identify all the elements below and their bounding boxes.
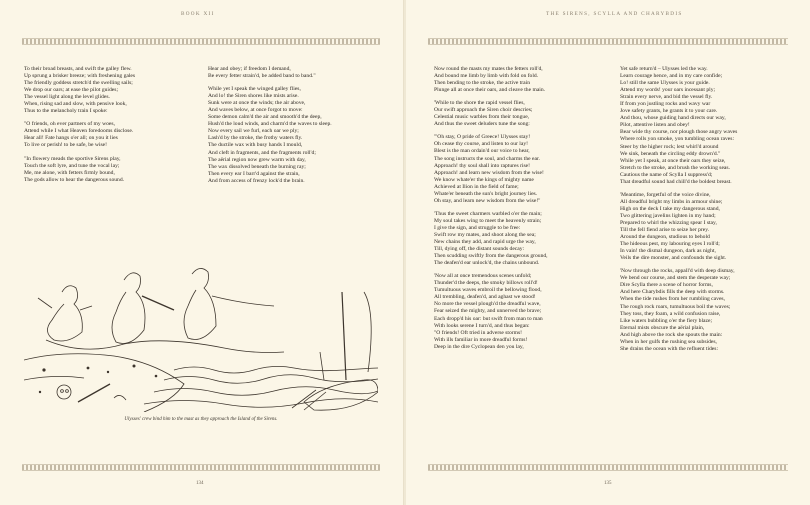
stanza [208,86,332,185]
verse-line: That dreadful sound had chill'd the boldest breast. [620,178,732,185]
verse-line: Till the fell fiend arise to seize her prey. [620,227,710,234]
verse-line: No more the vessel plough'd the dreadful wave, [434,301,541,308]
verse-line: The song instructs the soul, and charms the ear. [434,155,540,162]
verse-line: To their broad breasts, and swift the galley flew. [24,66,132,72]
verse-line: Bear wide thy course, nor plough those angry waves [620,129,738,136]
verse-line: We know whate'er the kings of mighty name [434,176,534,183]
verse-line: We bend our course, and stem the desperate way; [620,275,731,282]
verse-line: Jove safety grants, he grants it to your care. [620,108,718,115]
verse-line: Two glittering javelins lighten in my hand; [620,212,716,219]
verse-line: And waves below, at once forgot to move: [208,107,303,114]
verse-line: Now every sail we furl, each oar we ply; [208,128,299,135]
verse-line: Yet safe return'd – Ulysses led the way. [620,66,708,72]
stanza [434,273,548,351]
verse-line: Dire Scylla there a scene of horror forms, [620,282,713,289]
verse-line: Each dropp'd his oar: but swift from man to man [434,315,543,322]
verse-line: "In flowery meads the sportive Sirens play, [24,155,121,162]
running-head-right: THE SIRENS, SCYLLA AND CHARYBDIS [546,11,683,17]
verse-line: Learn courage hence, and in my care confide; [620,73,723,80]
verse-line: The aërial region now grew warm with day, [208,156,306,163]
stanza [434,66,548,94]
page-number-right: 135 [604,481,612,486]
verse-line: And high above the rock she spouts the main: [620,331,723,338]
illustration-caption: Ulysses' crew bind him to the mast as they approach the Island of the Sirens. [124,417,278,422]
verse-line: Approach! thy soul shall into raptures rise! [434,162,531,169]
verse-line: Around the dungeon, studious to behold [620,234,710,241]
page-number-left: 134 [196,481,204,486]
verse-line: Deep in the dire Cyclopean den you lay, [434,343,524,350]
verse-line: Veils the dire monster, and confounds the sight. [620,255,727,262]
stanza [434,100,548,128]
verse-line: Up sprung a brisker breeze; with freshening gales [24,73,136,80]
stanza [620,268,737,353]
verse-line: And thou, whose guiding hand directs our way, [620,115,726,122]
verse-line: Then every ear I barr'd against the strain, [208,170,300,177]
verse-line: When, rising sad and slow, with pensive look, [24,101,127,108]
verse-line: Celestial music warbles from their tongue, [434,114,530,121]
verse-line: We drop our oars; at ease the pilot guides; [24,87,118,94]
verse-line: Prepared to whirl the whizzing spear I stay, [620,219,717,226]
verse-line: Now round the masts my mates the fetters roll'd, [434,66,543,72]
stanza [24,156,135,184]
verse-line: And here Charybdis fills the deep with storms. [620,289,725,296]
verse-line: New chains they add, and rapid urge the way, [434,239,536,246]
verse-line: High on the deck I take my dangerous stand, [620,205,720,212]
verse-line: Then scudding swiftly from the dangerous ground, [434,253,548,260]
verse-line: And from access of frenzy lock'd the brain. [208,177,305,184]
verse-line: Achieved at Ilion in the field of fame; [434,183,519,190]
verse-line: We sink, beneath the circling eddy drown'd." [620,150,721,157]
verse-line: When the tide rushes from her rumbling caves, [620,296,726,303]
verse-line: 'Now all at once tremendous scenes unfold; [434,273,532,280]
verse-line: While yet I speak the winged galley flies, [208,86,301,93]
verse-line: When in her gulfs the rushing sea subsides, [620,338,717,345]
verse-line: Tumultuous waves embroil the bellowing flood, [434,287,542,294]
ornament-band-top-left [22,38,380,45]
verse-line: Lash'd by the stroke, the frothy waters fly. [208,135,303,142]
verse-line: The friendly goddess stretch'd the swelling sails; [24,80,133,87]
verse-line: Fear seized the mighty, and unnerved the brave; [434,308,542,315]
ornament-band-bottom-left [22,464,380,471]
verse-line: 'While to the shore the rapid vessel flies, [434,100,525,107]
left-page [0,0,404,505]
ornament-band-bottom-right [428,464,788,471]
left-column-1 [24,66,135,190]
verse-line: Blest is the man ordain'd our voice to hear, [434,148,530,155]
verse-line: Plunge all at once their oars, and cleave the main. [434,87,546,94]
verse-line: And bound me limb by limb with fold on fold. [434,73,539,80]
verse-line: Swift row my mates, and shoot along the sea; [434,231,536,238]
verse-line: Where rolls yon smoke, yon tumbling ocean raves: [620,136,735,143]
verse-line: Hear all! Fate hangs o'er all; on you it lies [24,135,118,142]
stanza [24,66,135,115]
verse-line: Sunk were at once the winds; the air above, [208,100,306,107]
verse-line: Attend my words! your oars incessant ply; [620,87,716,94]
verse-line: Attend while I what Heaven foredooms disclose. [24,128,134,135]
verse-line: 'Thus the sweet charmers warbled o'er the main; [434,210,542,217]
verse-line: Our swift approach the Siren choir descries; [434,107,533,114]
ornament-band-top-right [428,38,788,45]
running-head-left: BOOK XII [181,11,215,17]
verse-line: Thus to the melancholy train I spoke: [24,108,108,115]
stanza [620,192,737,262]
verse-line: She drains the ocean with the refluent tides: [620,345,719,352]
verse-line: Stretch to the stroke, and brush the working seas. [620,164,730,171]
verse-line: All dreadful bright my limbs in armour shine; [620,198,723,205]
verse-line: Lo! still the same Ulysses is your guide. [620,80,710,87]
verse-line: 'Now through the rocks, appall'd with deep dismay, [620,268,735,275]
verse-line: Approach! and learn new wisdom from the wise! [434,169,544,176]
stanza [24,121,135,149]
verse-line: "O friends! Oft tried in adverse storms! [434,329,523,336]
verse-line: Thunder'd the deeps, the smoky billows roll'd! [434,280,538,287]
verse-line: The rough rock roars, tumultuous boil the waves; [620,303,731,310]
verse-line: And cleft in fragments, and the fragments roll'd; [208,149,316,156]
verse-line: If from yon justling rocks and wavy war [620,101,711,108]
stanza [434,211,548,267]
verse-line: "O friends, oh ever partners of my woes, [24,121,115,128]
verse-line: To live or perish! to be safe, be wise! [24,142,108,149]
verse-line: Cautious the name of Scylla I suppress'd; [620,171,713,178]
verse-line: Hush'd the loud winds, and charm'd the waves to sleep. [208,121,332,128]
right-column-1 [434,66,548,357]
left-column-2 [208,66,332,191]
verse-line: Till, dying off, the distant sounds decay: [434,246,525,253]
verse-line: All trembling, deafen'd, and aghast we stood! [434,294,536,301]
verse-line: Touch the soft lyre, and tune the vocal lay; [24,162,120,169]
verse-line: With ills familiar in more dreadful forms! [434,336,528,343]
verse-line: Pilot, attentive listen and obey! [620,122,690,129]
verse-line: The wax dissolved beneath the burning ray; [208,163,306,170]
verse-line: Then bending to the stroke, the active train [434,80,530,87]
verse-line: Oh cease thy course, and listen to our lay! [434,141,528,148]
verse-line: 'Meantime, forgetful of the voice divine, [620,191,711,198]
verse-line: With looks serene I turn'd, and thus began: [434,322,530,329]
verse-line: The ductile wax with busy hands I mould, [208,142,303,149]
verse-line: Steer by the higher rock; lest whirl'd around [620,143,719,150]
verse-line: Like waters bubbling o'er the fiery blaze; [620,317,713,324]
right-column-2 [620,66,737,359]
stanza [434,134,548,204]
verse-line: The vessel light along the level glides. [24,94,110,101]
verse-line: Strain every nerve, and bid the vessel fly. [620,94,713,101]
right-page [406,0,810,505]
verse-line: My soul takes wing to meet the heavenly strain; [434,217,542,224]
verse-line: And thus the sweet deluders tune the song: [434,121,530,128]
verse-line: They toss, they foam, a wild confusion raise, [620,310,721,317]
sirens-illustration [24,252,378,412]
verse-line: "'Oh stay, O pride of Greece! Ulysses stay! [434,134,531,141]
verse-line: Oh stay, and learn new wisdom from the wise!" [434,197,541,204]
verse-line: The gods allow to hear the dangerous sound. [24,176,125,183]
verse-line: The deafen'd ear unlock'd, the chains unbound. [434,260,540,267]
verse-line: While yet I speak, at once their oars they seize, [620,157,726,164]
verse-line: Be every fetter strain'd, be added band to band." [208,73,316,80]
verse-line: Me, me alone, with fetters firmly bound, [24,169,115,176]
verse-line: Some demon calm'd the air and smooth'd the deep, [208,114,322,121]
verse-line: The hideous pest, my labouring eyes I roll'd; [620,241,720,248]
verse-line: Whate'er beneath the sun's bright journey lies. [434,190,538,197]
verse-line: Eternal mists obscure the aërial plain, [620,324,705,331]
verse-line: In vain! the dismal dungeon, dark as night, [620,248,716,255]
verse-line: Hear and obey; if freedom I demand, [208,66,291,72]
verse-line: And lo! the Siren shores like mists arise. [208,93,299,100]
stanza [620,66,737,186]
stanza [208,66,332,80]
verse-line: I give the sign, and struggle to be free: [434,224,521,231]
